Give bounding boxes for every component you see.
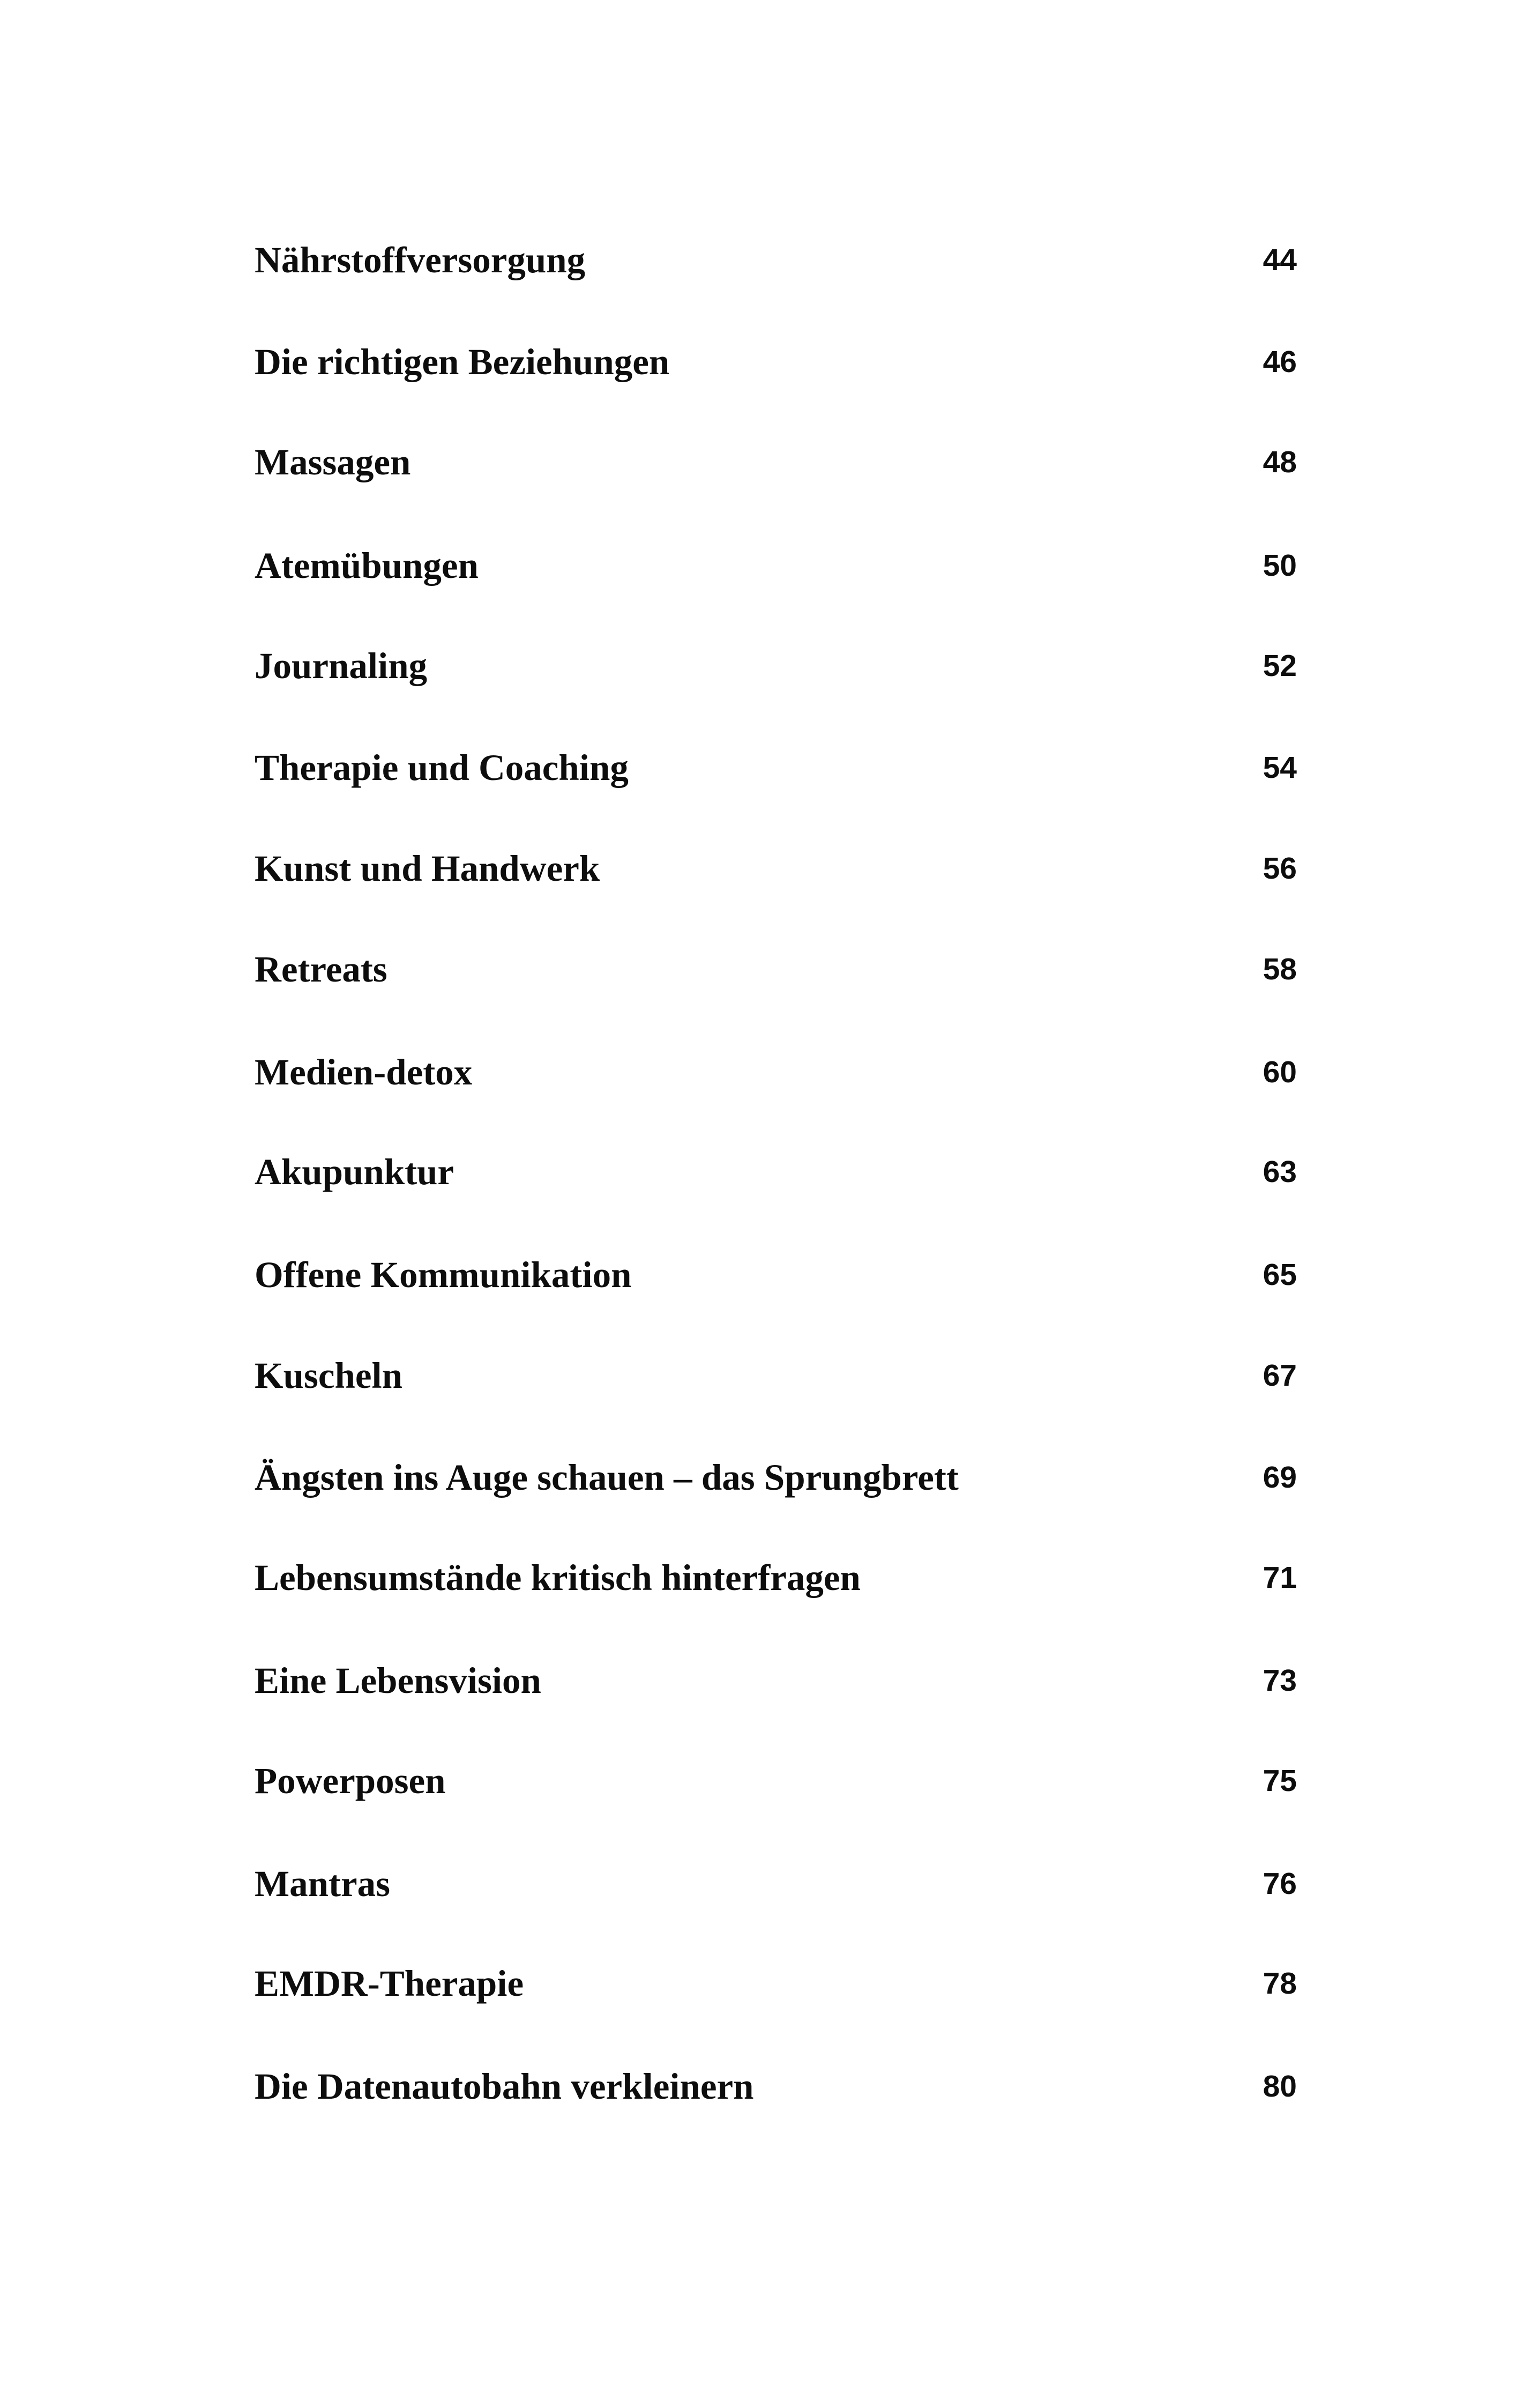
toc-entry-page-number: 54 xyxy=(1263,750,1297,785)
toc-entry-page-number: 46 xyxy=(1263,345,1297,379)
toc-entry-page-number: 76 xyxy=(1263,1867,1297,1901)
toc-entry-page-number: 44 xyxy=(1263,243,1297,277)
toc-entry xyxy=(255,1243,1297,1307)
toc-entry xyxy=(255,1140,1297,1204)
toc-entry-page-number: 78 xyxy=(1263,1966,1297,2001)
toc-entry-page-number: 60 xyxy=(1263,1055,1297,1089)
toc-entry-page-number: 65 xyxy=(1263,1258,1297,1292)
toc-entry-title: Nährstoffversorgung xyxy=(255,239,586,280)
toc-entry-page-number: 58 xyxy=(1263,952,1297,986)
toc-entry xyxy=(255,430,1297,494)
toc-entry-title: Die richtigen Beziehungen xyxy=(255,341,670,382)
toc-entry-title: Medien-detox xyxy=(255,1051,473,1092)
toc-entry-title: Retreats xyxy=(255,948,387,990)
toc-entry-page-number: 75 xyxy=(1263,1764,1297,1798)
toc-entry-title: Offene Kommunikation xyxy=(255,1254,632,1295)
toc-entry xyxy=(255,1852,1297,1916)
toc-entry-title: Atemübungen xyxy=(255,545,479,586)
toc-entry xyxy=(255,1648,1297,1713)
toc-entry-title: Powerposen xyxy=(255,1760,446,1801)
toc-entry-page-number: 80 xyxy=(1263,2069,1297,2104)
toc-entry xyxy=(255,1545,1297,1610)
toc-entry-page-number: 71 xyxy=(1263,1560,1297,1595)
toc-entry xyxy=(255,1343,1297,1408)
toc-entry-title: Massagen xyxy=(255,441,411,482)
toc-entry-title: Therapie und Coaching xyxy=(255,747,629,788)
toc-entry-page-number: 48 xyxy=(1263,445,1297,479)
toc-entry-title: Journaling xyxy=(255,645,428,686)
toc-entry xyxy=(255,836,1297,901)
toc-entry-title: Eine Lebensvision xyxy=(255,1660,541,1701)
toc-entry xyxy=(255,937,1297,1001)
toc-entry xyxy=(255,533,1297,598)
toc-entry-title: Akupunktur xyxy=(255,1151,454,1192)
toc-entry-page-number: 67 xyxy=(1263,1358,1297,1393)
toc-entry-page-number: 63 xyxy=(1263,1155,1297,1189)
toc-entry-page-number: 50 xyxy=(1263,548,1297,583)
toc-entry-page-number: 52 xyxy=(1263,649,1297,683)
toc-entry-title: Kunst und Handwerk xyxy=(255,848,600,889)
toc-entry xyxy=(255,228,1297,292)
toc-entry xyxy=(255,330,1297,394)
toc-entry-page-number: 56 xyxy=(1263,851,1297,886)
toc-entry xyxy=(255,2054,1297,2119)
toc-entry xyxy=(255,634,1297,698)
toc-entry-title: Lebensumstände kritisch hinterfragen xyxy=(255,1557,861,1598)
toc-entry-title: EMDR-Therapie xyxy=(255,1963,524,2004)
toc-entry-title: Ängsten ins Auge schauen – das Sprungbrett xyxy=(255,1456,959,1498)
toc-entry-title: Die Datenautobahn verkleinern xyxy=(255,2065,754,2107)
toc-entry xyxy=(255,1040,1297,1104)
toc-entry xyxy=(255,1951,1297,2016)
toc-entry-page-number: 69 xyxy=(1263,1460,1297,1495)
toc-entry xyxy=(255,1445,1297,1510)
toc-entry-title: Mantras xyxy=(255,1863,390,1904)
toc-entry-title: Kuscheln xyxy=(255,1355,403,1396)
toc-entry xyxy=(255,735,1297,800)
toc-entry-page-number: 73 xyxy=(1263,1663,1297,1698)
toc-entry xyxy=(255,1749,1297,1813)
